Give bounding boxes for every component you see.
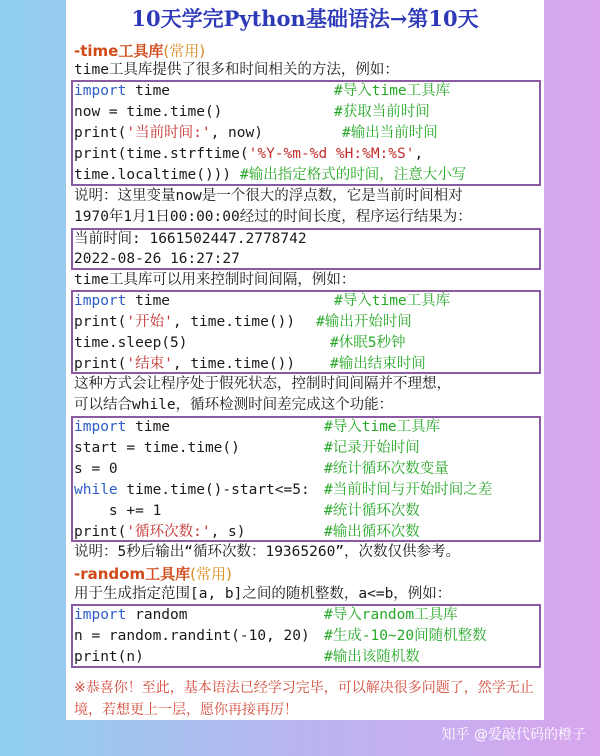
output-line1: 当前时间: 1661502447.2778742 <box>74 231 307 247</box>
explain1-line2: 1970年1月1日00:00:00经过的时间长度，程序运行结果为： <box>74 209 472 225</box>
code-string: '结束' <box>126 356 173 372</box>
code-comment: #导入time工具库 <box>334 83 451 99</box>
explain2-line2: 可以结合while，循环检测时间差完成这个功能： <box>74 397 394 413</box>
code-line <box>74 501 161 522</box>
code-line <box>74 605 188 626</box>
code-text: , time.time()) <box>172 356 296 372</box>
code-text: print(time.strftime( <box>74 146 249 162</box>
section-tag: (常用) <box>163 42 206 60</box>
code-text: , s) <box>210 524 246 540</box>
code-text: start = time.time() <box>74 440 240 456</box>
code-text: , now) <box>210 125 263 141</box>
code-keyword: import <box>74 607 127 623</box>
code-line <box>74 144 423 165</box>
section-tag: (常用) <box>190 565 232 583</box>
code-text: random <box>126 607 188 623</box>
explain2-line1: 这种方式会让程序处于假死状态，控制时间间隔并不理想， <box>74 376 451 392</box>
code-line <box>74 123 263 144</box>
code-comment: #输出该随机数 <box>324 649 420 665</box>
code-text: print(n) <box>74 649 144 665</box>
section-heading-text: -time工具库 <box>74 42 164 60</box>
code-line <box>74 480 310 501</box>
code-keyword: while <box>74 482 118 498</box>
code-text: print( <box>74 524 127 540</box>
code-line <box>74 647 144 668</box>
code-text: print( <box>74 314 127 330</box>
code-text: time.sleep(5) <box>74 335 188 351</box>
content-card <box>66 0 544 720</box>
interval-intro: time工具库可以用来控制时间间隔，例如： <box>74 272 356 288</box>
footer-note: ※恭喜你！至此，基本语法已经学习完毕，可以解决很多问题了，然学无止境，若想更上一层，愿你再接再厉！ <box>74 680 534 718</box>
code-comment: #导入random工具库 <box>324 607 458 623</box>
code-line <box>74 81 170 102</box>
page-title: 10天学完Python基础语法→第10天 <box>131 6 479 31</box>
code-keyword: import <box>74 419 127 435</box>
code-line <box>74 522 246 543</box>
explain1-line1: 说明：这里变量now是一个很大的浮点数，它是当前时间相对 <box>74 188 463 204</box>
code-text: time.time()-start<=5: <box>117 482 310 498</box>
code-text: time <box>126 293 171 309</box>
code-text: s += 1 <box>74 503 162 519</box>
code-line <box>74 459 118 480</box>
code-text: print( <box>74 125 127 141</box>
code-text: n = random.randint(-10, 20) <box>74 628 310 644</box>
code-comment: #生成-10~20间随机整数 <box>324 628 487 644</box>
code-text: print( <box>74 356 127 372</box>
code-line <box>74 354 295 375</box>
code-line <box>74 626 310 647</box>
code-comment: #统计循环次数 <box>324 503 420 519</box>
code-string: '当前时间:' <box>126 125 211 141</box>
output-line2: 2022-08-26 16:27:27 <box>74 251 240 267</box>
code-comment: #当前时间与开始时间之差 <box>324 482 493 498</box>
code-comment: #休眠5秒钟 <box>330 335 406 351</box>
code-comment: #获取当前时间 <box>334 104 430 120</box>
code-comment: #导入time工具库 <box>324 419 441 435</box>
code-comment: #输出当前时间 <box>342 125 438 141</box>
code-text: , time.time()) <box>172 314 296 330</box>
code-line <box>74 417 170 438</box>
time-intro: time工具库提供了很多和时间相关的方法，例如： <box>74 62 399 78</box>
code-comment: #统计循环次数变量 <box>324 461 449 477</box>
code-text: , <box>414 146 424 162</box>
code-comment: #导入time工具库 <box>334 293 451 309</box>
code-text: s = 0 <box>74 461 118 477</box>
code-comment: #输出指定格式的时间，注意大小写 <box>240 167 467 183</box>
code-string: '%Y-%m-%d %H:%M:%S' <box>248 146 415 162</box>
code-text: now = time.time() <box>74 104 223 120</box>
code-line <box>74 312 295 333</box>
code-string: '循环次数:' <box>126 524 211 540</box>
time-section-heading <box>74 40 205 61</box>
code-line <box>74 102 222 123</box>
code-text: time.localtime())) <box>74 167 232 183</box>
code-comment: #输出循环次数 <box>324 524 420 540</box>
code-string: '开始' <box>126 314 173 330</box>
code-line <box>74 291 170 312</box>
code-comment: #记录开始时间 <box>324 440 420 456</box>
random-section-heading <box>74 563 232 584</box>
code-text: time <box>126 83 171 99</box>
code-line <box>74 333 188 354</box>
code-comment: #输出结束时间 <box>330 356 426 372</box>
explain3: 说明：5秒后输出“循环次数：19365260”，次数仅供参考。 <box>74 544 461 560</box>
random-intro: 用于生成指定范围[a, b]之间的随机整数，a<=b，例如： <box>74 586 452 602</box>
code-text: time <box>126 419 171 435</box>
section-heading-text: -random工具库 <box>74 565 191 583</box>
code-keyword: import <box>74 83 127 99</box>
code-keyword: import <box>74 293 127 309</box>
code-line <box>74 438 240 459</box>
code-comment: #输出开始时间 <box>316 314 412 330</box>
code-line <box>74 165 231 186</box>
watermark: 知乎 @爱敲代码的橙子 <box>441 727 586 743</box>
